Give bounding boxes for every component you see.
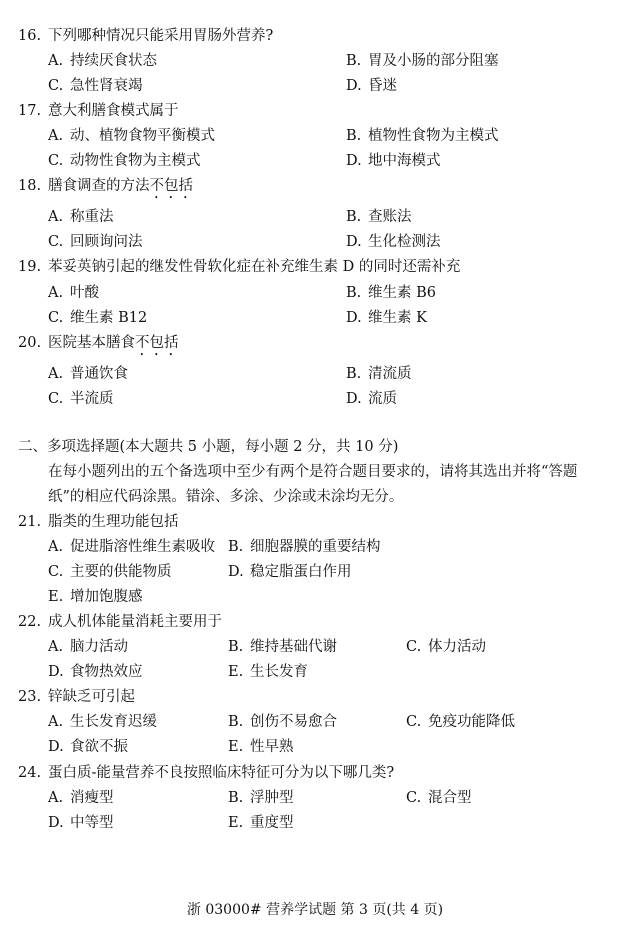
question-number: 17. [18, 103, 42, 119]
option-b: B. 维生素 B6 [346, 285, 436, 301]
option-c: C. 主要的供能物质 [48, 564, 172, 580]
question-number: 20. [18, 335, 42, 351]
option-e: E. 性早熟 [228, 739, 294, 755]
question-23-options-row-1 [0, 711, 630, 733]
question-text: 脂类的生理功能包括 [48, 514, 179, 530]
option-b: B. 胃及小肠的部分阻塞 [346, 53, 499, 69]
section-2-title [0, 436, 630, 458]
question-text: 意大利膳食模式属于 [48, 103, 179, 119]
question-18-stem [0, 175, 630, 197]
option-c: C. 回顾询问法 [48, 234, 143, 250]
question-22-options-row-2 [0, 661, 630, 683]
question-text: 膳食调查的方法不包括 [48, 178, 193, 194]
question-20-options-row-1 [0, 363, 630, 385]
option-a: A. 叶酸 [48, 285, 99, 301]
option-e: E. 重度型 [228, 815, 294, 831]
option-c: C. 免疫功能降低 [406, 714, 515, 730]
question-20-stem [0, 332, 630, 354]
option-a: A. 称重法 [48, 209, 114, 225]
option-b: B. 查账法 [346, 209, 412, 225]
question-text: 成人机体能量消耗主要用于 [48, 614, 222, 630]
question-text: 蛋白质-能量营养不良按照临床特征可分为以下哪几类? [48, 765, 395, 781]
question-number: 16. [18, 28, 42, 44]
option-d: D. 生化检测法 [346, 234, 441, 250]
question-21-stem [0, 511, 630, 533]
option-b: B. 细胞器膜的重要结构 [228, 539, 381, 555]
option-b: B. 维持基础代谢 [228, 639, 337, 655]
option-c: C. 动物性食物为主模式 [48, 153, 201, 169]
option-a: A. 生长发育迟缓 [48, 714, 157, 730]
option-a: A. 普通饮食 [48, 366, 128, 382]
option-c: C. 维生素 B12 [48, 310, 148, 326]
option-c: C. 体力活动 [406, 639, 486, 655]
question-19-options-row-1 [0, 282, 630, 304]
instruction-text: 在每小题列出的五个备选项中至少有两个是符合题目要求的，请将其选出并将“答题 [48, 464, 578, 480]
option-b: B. 清流质 [346, 366, 412, 382]
option-d: D. 流质 [346, 391, 397, 407]
option-d: D. 维生素 K [346, 310, 427, 326]
option-a: A. 动、植物食物平衡模式 [48, 128, 215, 144]
question-17-stem [0, 100, 630, 122]
option-c: C. 混合型 [406, 790, 472, 806]
section-2-instructions-line-1 [0, 461, 630, 483]
question-text: 苯妥英钠引起的继发性骨软化症在补充维生素 D 的同时还需补充 [48, 259, 461, 275]
instruction-text: 纸”的相应代码涂黑。错涂、多涂、少涂或未涂均无分。 [48, 489, 404, 505]
question-number: 21. [18, 514, 42, 530]
question-number: 23. [18, 689, 42, 705]
option-a: A. 持续厌食状态 [48, 53, 157, 69]
option-a: A. 脑力活动 [48, 639, 128, 655]
question-text: 医院基本膳食不包括 [48, 335, 179, 351]
option-d: D. 昏迷 [346, 78, 397, 94]
question-number: 24. [18, 765, 42, 781]
question-16-stem [0, 25, 630, 47]
emphasis-text: 不包括 [135, 335, 179, 351]
question-17-options-row-1 [0, 125, 630, 147]
question-18-options-row-1 [0, 206, 630, 228]
option-b: B. 浮肿型 [228, 790, 294, 806]
section-2-instructions-line-2 [0, 486, 630, 508]
question-22-options-row-1 [0, 636, 630, 658]
question-24-options-row-2 [0, 812, 630, 834]
option-d: D. 中等型 [48, 815, 114, 831]
question-24-options-row-1 [0, 787, 630, 809]
question-24-stem [0, 762, 630, 784]
option-d: D. 稳定脂蛋白作用 [228, 564, 352, 580]
page-footer: 浙 03000# 营养学试题 第 3 页(共 4 页) [186, 902, 444, 918]
option-c: C. 急性肾衰竭 [48, 78, 143, 94]
question-17-options-row-2 [0, 150, 630, 172]
option-c: C. 半流质 [48, 391, 114, 407]
question-number: 22. [18, 614, 42, 630]
option-d: D. 食欲不振 [48, 739, 128, 755]
option-e: E. 增加饱腹感 [48, 589, 143, 605]
question-19-options-row-2 [0, 307, 630, 329]
question-20-options-row-2 [0, 388, 630, 410]
question-18-options-row-2 [0, 231, 630, 253]
question-21-options-row-3 [0, 586, 630, 608]
question-number: 19. [18, 259, 42, 275]
option-d: D. 地中海模式 [346, 153, 441, 169]
question-text: 锌缺乏可引起 [48, 689, 135, 705]
option-d: D. 食物热效应 [48, 664, 143, 680]
question-23-stem [0, 686, 630, 708]
option-a: A. 促进脂溶性维生素吸收 [48, 539, 215, 555]
option-e: E. 生长发育 [228, 664, 308, 680]
question-23-options-row-2 [0, 736, 630, 758]
section-heading: 二、多项选择题(本大题共 5 小题，每小题 2 分，共 10 分) [18, 439, 399, 455]
question-21-options-row-2 [0, 561, 630, 583]
question-22-stem [0, 611, 630, 633]
question-text: 下列哪种情况只能采用胃肠外营养? [48, 28, 274, 44]
question-21-options-row-1 [0, 536, 630, 558]
emphasis-text: 不包括 [149, 178, 193, 194]
question-16-options-row-2 [0, 75, 630, 97]
option-b: B. 植物性食物为主模式 [346, 128, 499, 144]
question-number: 18. [18, 178, 42, 194]
option-b: B. 创伤不易愈合 [228, 714, 337, 730]
option-a: A. 消瘦型 [48, 790, 114, 806]
question-19-stem [0, 256, 630, 278]
question-16-options-row-1 [0, 50, 630, 72]
